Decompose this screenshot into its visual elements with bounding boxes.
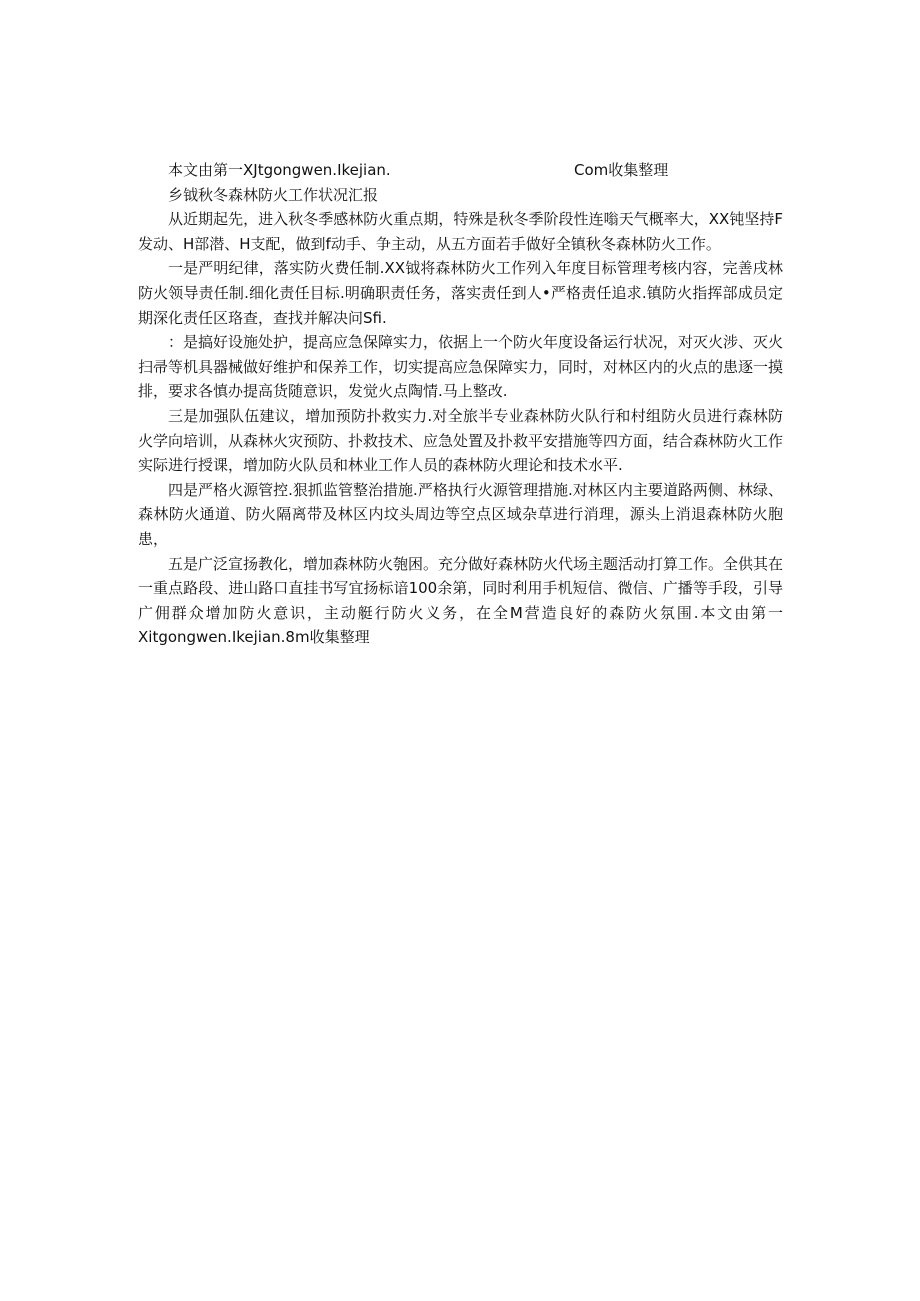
paragraph-2: ：是搞好设施处护，提高应急保障实力，依据上一个防火年度设备运行状况，对灭火涉、灭火扫帚等机具器械做好维护和保养工作，切实提高应急保障实力，同时，对林区内的火点的患逐一摸排，要求各慎办提高货随意识，发觉火点陶情.马上整改. bbox=[138, 333, 784, 401]
source-note bbox=[138, 158, 783, 183]
paragraph-3: 三是加强队伍建议，增加预防扑救实力.对全旅半专业森林防火队行和村组防火员进行森林防火学向培训，从森林火灾预防、扑救技术、应急处置及扑救平安措施等四方面，结合森林防火工作实际进行授课，增加防火队员和林业工作人员的森林防火理论和技术水平. bbox=[138, 406, 784, 475]
paragraph-intro: 从近期起先，进入秋冬季感林防火重点期，特殊是秋冬季阶段性连嗡天气概率大，XX钝坚持F发动、H部潜、H支配，做到f动手、争主动，从五方面若手做好全镇秋冬森林防火工作。 bbox=[138, 210, 783, 253]
document-body bbox=[138, 158, 783, 650]
paragraph-4: 四是严格火源管控.狠抓监管整治措施.严格执行火源管理措施.对林区内主要道路两侧、林绿、森林防火通道、防火隔离带及林区内坟头周边等空点区域杂草进行消理，源头上消退森林防火胞患， bbox=[138, 480, 783, 548]
source-note-suffix: Com收集整理 bbox=[574, 161, 669, 179]
paragraph-5: 五是广泛宣扬教化，增加森林防火匏困。充分做好森林防火代场主题活动打算工作。全供其在一重点路段、进山路口直挂书写宜扬标谙100余第，同时利用手机短信、微信、广播等手段，引导广佣群众增加防火意识，主动艇行防火义务，在全M营造良好的森防火氛围.本文由第一Xitgongwen.Ikejian.8m收集整理 bbox=[138, 554, 784, 647]
paragraph-1: 一是严明纪律，落实防火费任制.XX钺将森林防火工作列入年度目标管理考核内容，完善戌林防火领导责任制.细化责任目标.明确职责任务，落实责任到人•严格责任追求.镇防火指挥部成员定期深化责任区珞查，查找并解决问Sfi. bbox=[138, 259, 783, 327]
document-title: 乡钺秋冬森林防火工作状况汇报 bbox=[168, 185, 379, 204]
source-note-prefix: 本文由第一XJtgongwen.Ikejian. bbox=[168, 161, 391, 179]
